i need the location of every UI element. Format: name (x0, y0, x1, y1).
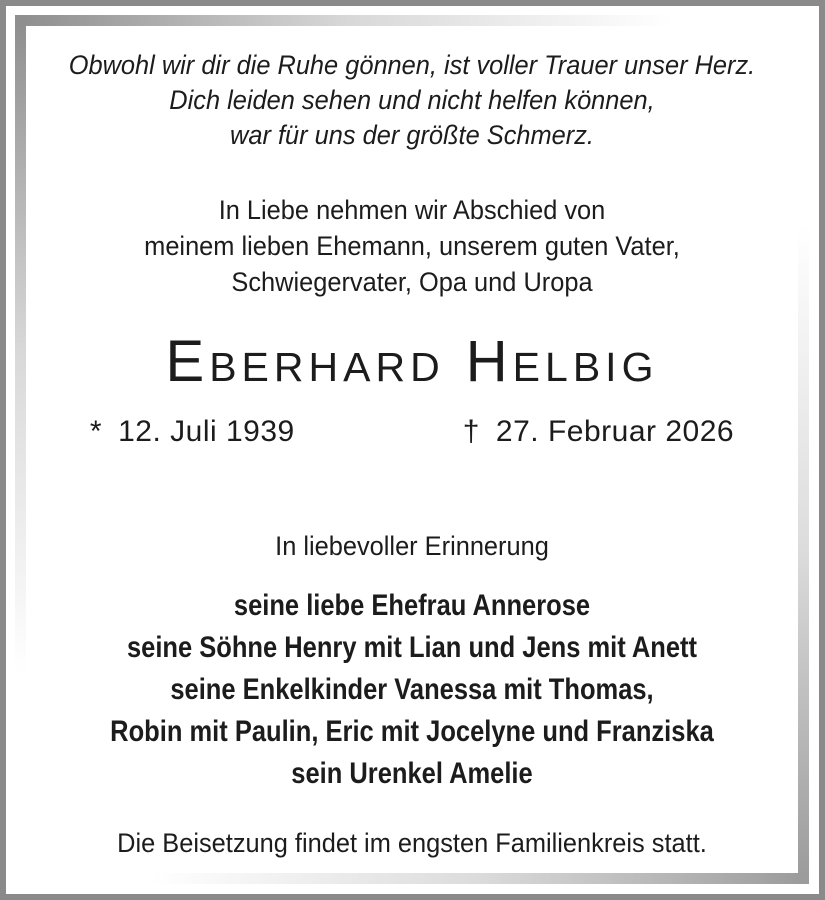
mourner-line: Robin mit Paulin, Eric mit Jocelyne und Franziska (110, 715, 714, 748)
farewell-intro (26, 192, 798, 300)
intro-line: meinem lieben Ehemann, unserem guten Vater, (144, 231, 680, 261)
decorative-frame (15, 15, 809, 884)
birth-date (90, 415, 295, 449)
funeral-note: Die Beisetzung findet im engsten Familienkreis statt. (117, 828, 707, 858)
remembrance-heading: In liebevoller Erinnerung (275, 531, 549, 561)
intro-line: Schwiegervater, Opa und Uropa (231, 267, 593, 297)
death-cross-symbol: † (462, 415, 480, 448)
verse-line: war für uns der größte Schmerz. (230, 120, 594, 150)
mourner-line: seine Enkelkinder Vanessa mit Thomas, (170, 673, 654, 706)
mourner-line: seine liebe Ehefrau Annerose (233, 589, 591, 622)
mourner-line: sein Urenkel Amelie (291, 757, 533, 790)
memorial-verse (26, 48, 798, 153)
birth-symbol: * (89, 415, 103, 448)
notice-content (26, 26, 798, 873)
mourners-list (26, 585, 798, 795)
verse-line: Dich leiden sehen und nicht helfen können, (169, 85, 655, 115)
mourner-line: seine Söhne Henry mit Lian und Jens mit Anett (126, 631, 698, 664)
deceased-name: Eberhard Helbig (165, 329, 659, 394)
death-date (463, 415, 734, 449)
birth-date-text: 12. Juli 1939 (118, 415, 295, 448)
life-dates (26, 415, 798, 449)
death-date-text: 27. Februar 2026 (495, 415, 735, 448)
verse-line: Obwohl wir dir die Ruhe gönnen, ist voller Trauer unser Herz. (68, 50, 756, 80)
intro-line: In Liebe nehmen wir Abschied von (218, 195, 606, 225)
